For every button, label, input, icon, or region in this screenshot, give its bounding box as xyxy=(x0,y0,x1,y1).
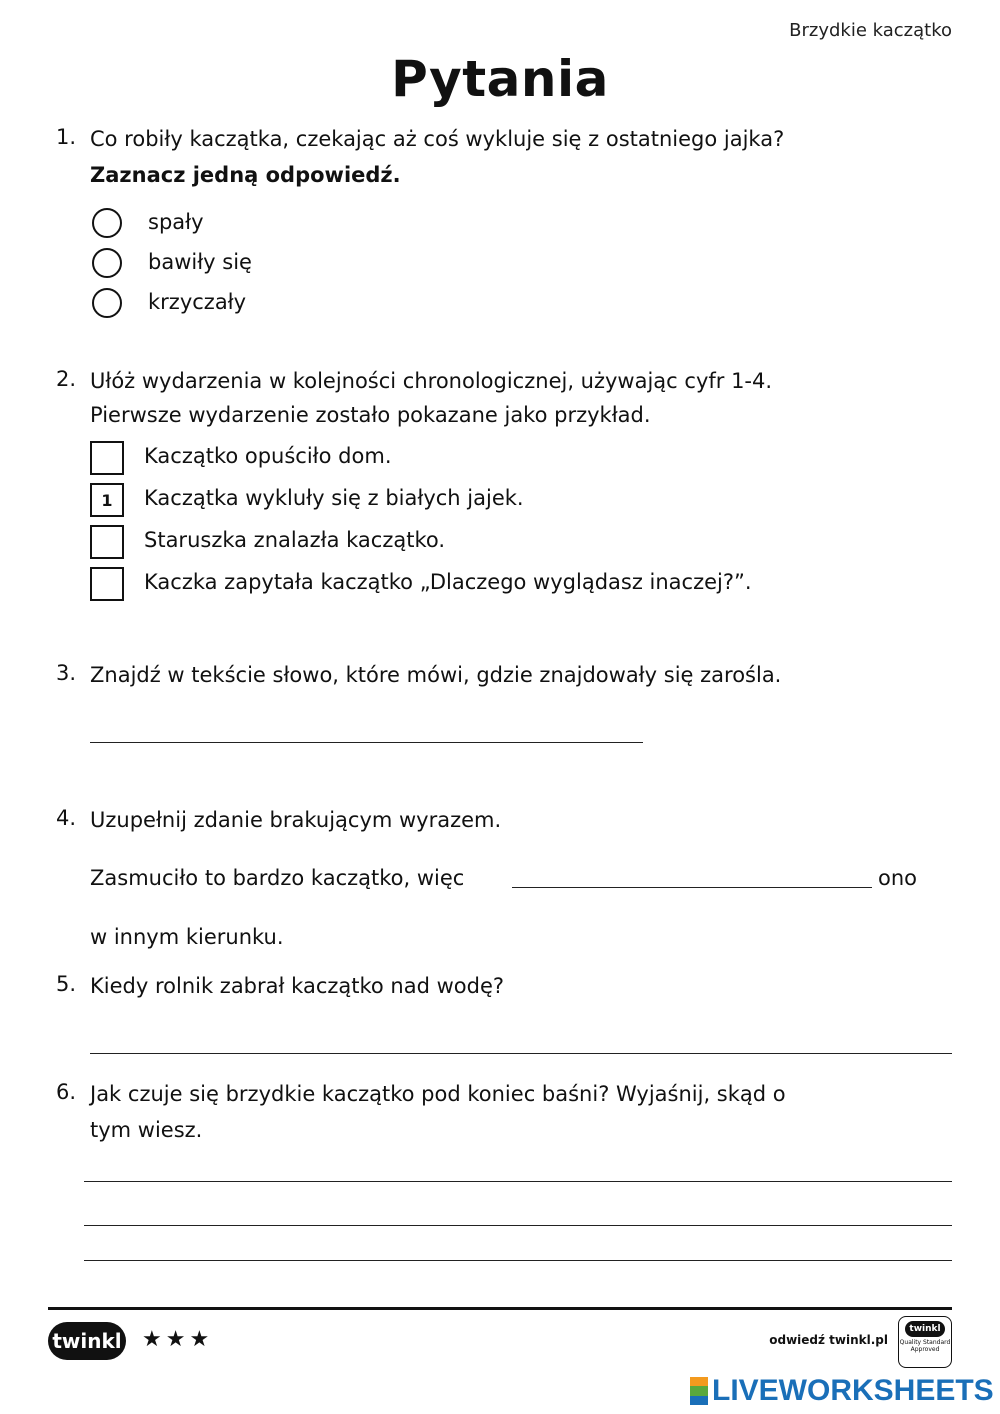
q2-item-4-text: Kaczka zapytała kaczątko „Dlaczego wyglądasz inaczej?”. xyxy=(144,570,752,594)
q5-number: 5. xyxy=(56,972,77,996)
q6-answer-line-3[interactable] xyxy=(84,1260,952,1261)
q1-option-3-label: krzyczały xyxy=(148,290,247,314)
q2-number: 2. xyxy=(56,367,77,391)
q1-option-1-radio[interactable] xyxy=(92,208,122,238)
liveworksheets-text: LIVEWORKSHEETS xyxy=(712,1374,994,1407)
q4-sentence-start: Zasmuciło to bardzo kaczątko, więc xyxy=(90,866,465,890)
q1-number: 1. xyxy=(56,125,77,149)
liveworksheets-icon xyxy=(690,1377,708,1405)
q5-answer-line[interactable] xyxy=(90,1053,952,1054)
quality-badge xyxy=(898,1316,952,1368)
q4-text: Uzupełnij zdanie brakującym wyrazem. xyxy=(90,808,502,832)
q4-answer-blank[interactable] xyxy=(512,887,872,888)
q1-option-2-label: bawiły się xyxy=(148,250,252,274)
q2-instruction-line2: Pierwsze wydarzenie zostało pokazane jako przykład. xyxy=(90,403,651,427)
q1-instruction: Zaznacz jedną odpowiedź. xyxy=(90,163,401,187)
badge-text: Quality Standard Approved xyxy=(899,1339,951,1353)
q2-item-1-box[interactable] xyxy=(90,441,124,475)
q6-text-line2: tym wiesz. xyxy=(90,1118,203,1142)
q6-text-line1: Jak czuje się brzydkie kaczątko pod koniec baśni? Wyjaśnij, skąd o xyxy=(90,1082,786,1106)
q4-number: 4. xyxy=(56,806,77,830)
visit-link[interactable]: odwiedź twinkl.pl xyxy=(769,1333,888,1347)
q1-option-3-radio[interactable] xyxy=(92,288,122,318)
q5-text: Kiedy rolnik zabrał kaczątko nad wodę? xyxy=(90,974,505,998)
badge-logo: twinkl xyxy=(905,1321,945,1337)
q1-option-1-label: spały xyxy=(148,210,204,234)
footer-divider xyxy=(48,1307,952,1310)
page-title: Pytania xyxy=(391,50,609,108)
q2-item-1-text: Kaczątko opuściło dom. xyxy=(144,444,392,468)
q2-item-2-box: 1 xyxy=(90,483,124,517)
difficulty-stars: ★★★ xyxy=(142,1327,214,1352)
q6-number: 6. xyxy=(56,1080,77,1104)
q2-item-3-text: Staruszka znalazła kaczątko. xyxy=(144,528,446,552)
q4-sentence-mid: ono xyxy=(878,866,918,890)
q3-answer-line[interactable] xyxy=(90,742,643,743)
worksheet-subject: Brzydkie kaczątko xyxy=(789,20,952,41)
q2-item-4-box[interactable] xyxy=(90,567,124,601)
q1-option-2-radio[interactable] xyxy=(92,248,122,278)
q2-instruction-line1: Ułóż wydarzenia w kolejności chronologicznej, używając cyfr 1-4. xyxy=(90,369,773,393)
q2-item-2-text: Kaczątka wykluły się z białych jajek. xyxy=(144,486,524,510)
q3-text: Znajdź w tekście słowo, które mówi, gdzie znajdowały się zarośla. xyxy=(90,663,782,687)
twinkl-logo: twinkl xyxy=(48,1322,126,1360)
q2-item-3-box[interactable] xyxy=(90,525,124,559)
q1-text: Co robiły kaczątka, czekając aż coś wykluje się z ostatniego jajka? xyxy=(90,127,785,151)
liveworksheets-brand[interactable] xyxy=(690,1374,994,1408)
q6-answer-line-1[interactable] xyxy=(84,1181,952,1182)
q4-sentence-end: w innym kierunku. xyxy=(90,925,284,949)
q3-number: 3. xyxy=(56,661,77,685)
q6-answer-line-2[interactable] xyxy=(84,1225,952,1226)
